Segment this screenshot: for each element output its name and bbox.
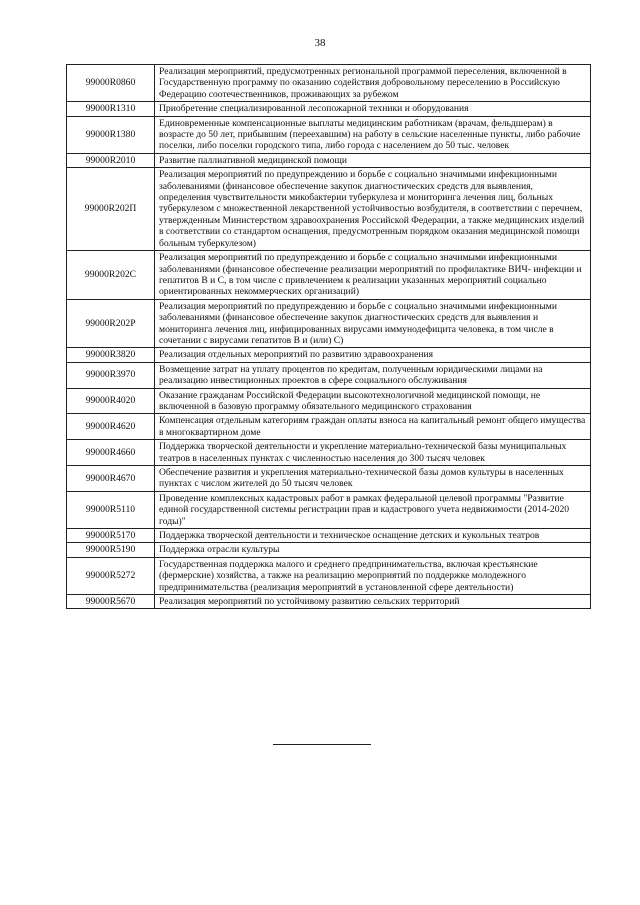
table-row [67, 557, 591, 594]
code-cell: 99000R0860 [67, 65, 155, 102]
code-cell: 99000R202П [67, 168, 155, 251]
description-cell: Реализация мероприятий по предупреждению и борьбе с социально значимыми инфекционными заболеваниями (финансовое обеспечение закупок диагностических средств для выявления и мониторинга лечения лиц, инфицированных вирусами иммунодефицита человека, в том числе в сочетании с вирусами гепатитов В и (или) С) [155, 299, 591, 348]
code-cell: 99000R4660 [67, 440, 155, 466]
table-row [67, 388, 591, 414]
table-row [67, 529, 591, 543]
code-cell: 99000R1310 [67, 102, 155, 116]
code-cell: 99000R5170 [67, 529, 155, 543]
table-row [67, 116, 591, 153]
description-cell: Реализация мероприятий, предусмотренных региональной программой переселения, включенной в Государственную программу по оказанию содействия добровольному переселению в Российскую Федерацию соотечественников, проживающих за рубежом [155, 65, 591, 102]
description-cell: Возмещение затрат на уплату процентов по кредитам, полученным юридическими лицами на реализацию инвестиционных проектов в сфере социального обслуживания [155, 362, 591, 388]
table-row [67, 153, 591, 167]
description-cell: Реализация мероприятий по предупреждению и борьбе с социально значимыми инфекционными заболеваниями (финансовое обеспечение реализации мероприятий по профилактике ВИЧ- инфекции и гепатитов В и С, в том числе с привлечением к реализации указанных мероприятий социально ориентированных некоммерческих организаций) [155, 251, 591, 300]
description-cell: Государственная поддержка малого и среднего предпринимательства, включая крестьянские (фермерские) хозяйства, а также на реализацию мероприятий по поддержке молодежного предпринимательства (реализация мероприятий в установленной сфере деятельности) [155, 557, 591, 594]
description-cell: Развитие паллиативной медицинской помощи [155, 153, 591, 167]
code-cell: 99000R3970 [67, 362, 155, 388]
code-cell: 99000R202Р [67, 299, 155, 348]
table-row [67, 362, 591, 388]
table-row [67, 491, 591, 528]
description-cell: Поддержка творческой деятельности и техническое оснащение детских и кукольных театров [155, 529, 591, 543]
description-cell: Поддержка отрасли культуры [155, 543, 591, 557]
description-cell: Реализация отдельных мероприятий по развитию здравоохранения [155, 348, 591, 362]
table-row [67, 595, 591, 609]
table-body [67, 65, 591, 609]
table-row [67, 251, 591, 300]
table-row [67, 102, 591, 116]
code-cell: 99000R5110 [67, 491, 155, 528]
table-row [67, 168, 591, 251]
table-row [67, 466, 591, 492]
code-cell: 99000R2010 [67, 153, 155, 167]
budget-codes-table [66, 64, 591, 609]
code-cell: 99000R5272 [67, 557, 155, 594]
description-cell: Единовременные компенсационные выплаты медицинским работникам (врачам, фельдшерам) в возрасте до 50 лет, прибывшим (переехавшим) на работу в сельские населенные пункты, либо рабочие поселки, либо поселки городского типа, либо города с населением до 50 тыс. человек [155, 116, 591, 153]
footer-divider [273, 744, 371, 745]
code-cell: 99000R5670 [67, 595, 155, 609]
code-cell: 99000R4020 [67, 388, 155, 414]
description-cell: Проведение комплексных кадастровых работ в рамках федеральной целевой программы "Развитие единой государственной системы регистрации прав и кадастрового учета недвижимости (2014-2020 годы)" [155, 491, 591, 528]
description-cell: Реализация мероприятий по предупреждению и борьбе с социально значимыми инфекционными заболеваниями (финансовое обеспечение закупок диагностических средств для выявления, определения чувствительности микобактерии туберкулеза и мониторинга лечения лиц, больных туберкулезом с множественной лекарственной устойчивостью возбудителя, в соответствии с перечнем, утвержденным Министерством здравоохранения Российской Федерации, а также медицинских изделий в соответствии со стандартом оснащения, предусмотренным порядком оказания медицинской помощи больным туберкулезом) [155, 168, 591, 251]
code-cell: 99000R4670 [67, 466, 155, 492]
code-cell: 99000R1380 [67, 116, 155, 153]
table-row [67, 414, 591, 440]
table-row [67, 440, 591, 466]
code-cell: 99000R3820 [67, 348, 155, 362]
description-cell: Поддержка творческой деятельности и укрепление материально-технической базы муниципальных театров в населенных пунктах с численностью населения до 300 тысяч человек [155, 440, 591, 466]
description-cell: Реализация мероприятий по устойчивому развитию сельских территорий [155, 595, 591, 609]
table-row [67, 299, 591, 348]
code-cell: 99000R4620 [67, 414, 155, 440]
code-cell: 99000R5190 [67, 543, 155, 557]
table-row [67, 543, 591, 557]
code-cell: 99000R202С [67, 251, 155, 300]
description-cell: Обеспечение развития и укрепления материально-технической базы домов культуры в населенных пунктах с числом жителей до 50 тысяч человек [155, 466, 591, 492]
table-row [67, 65, 591, 102]
table-row [67, 348, 591, 362]
description-cell: Компенсация отдельным категориям граждан оплаты взноса на капитальный ремонт общего имущества в многоквартирном доме [155, 414, 591, 440]
description-cell: Оказание гражданам Российской Федерации высокотехнологичной медицинской помощи, не включенной в базовую программу обязательного медицинского страхования [155, 388, 591, 414]
description-cell: Приобретение специализированной лесопожарной техники и оборудования [155, 102, 591, 116]
page-number: 38 [314, 37, 326, 49]
